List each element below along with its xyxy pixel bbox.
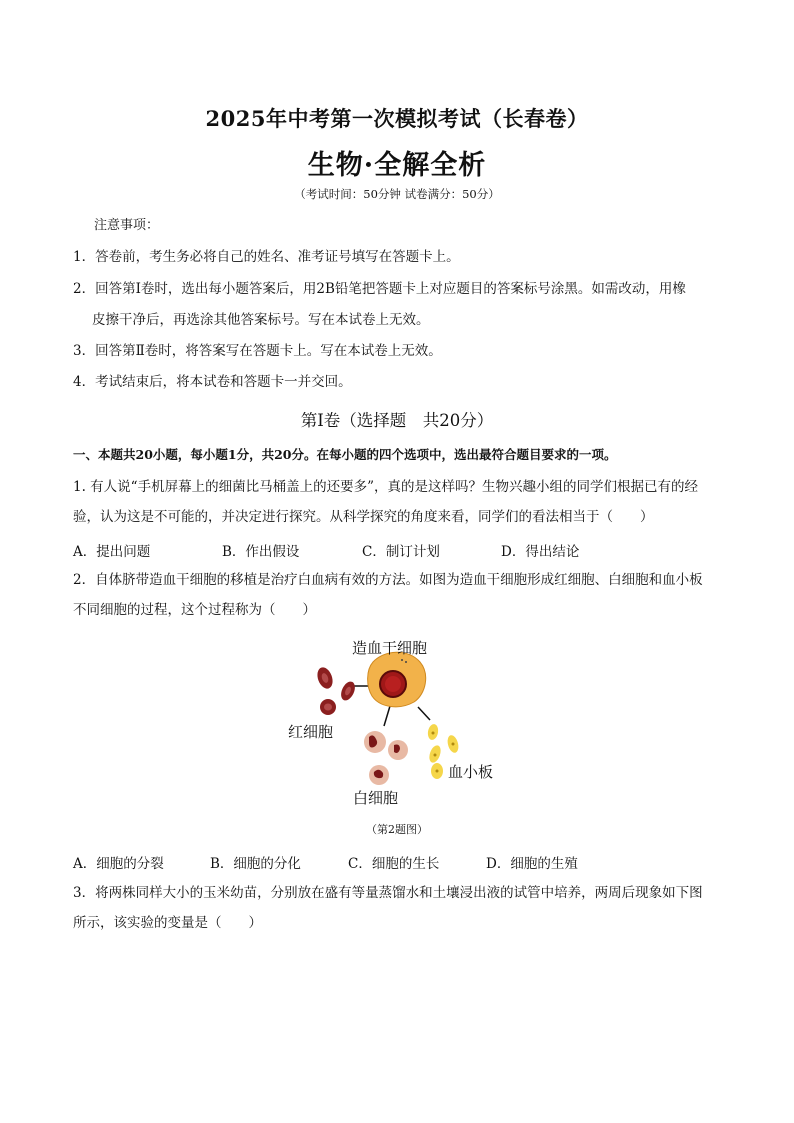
question-2-line: 不同细胞的过程，这个过程称为（ ）	[73, 602, 316, 618]
label-stem-cell: 造血干细胞	[352, 639, 428, 657]
figure-caption: （第2题图）	[366, 823, 428, 836]
platelet-icon	[431, 763, 443, 779]
blood-cell-differentiation-figure	[280, 632, 520, 812]
notes-heading: 注意事项：	[94, 218, 160, 233]
red-blood-cell-icon	[338, 679, 357, 702]
exam-title: 2025年中考第一次模拟考试（长春卷）	[205, 106, 589, 131]
note-item: 2．回答第Ⅰ卷时，选出每小题答案后，用2B铅笔把答题卡上对应题目的答案标号涂黑。如需改动，用橡	[73, 281, 686, 297]
question-2-option-a: A．细胞的分裂	[73, 856, 164, 872]
platelet-icon	[427, 723, 440, 740]
white-blood-cell-icon	[388, 740, 408, 760]
note-item: 1．答卷前，考生务必将自己的姓名、准考证号填写在答题卡上。	[73, 249, 460, 265]
note-item: 4．考试结束后，将本试卷和答题卡一并交回。	[73, 374, 352, 390]
question-3-line: 所示，该实验的变量是（ ）	[73, 915, 262, 931]
platelet-icon	[427, 744, 443, 764]
label-red-cell: 红细胞	[288, 723, 334, 741]
note-item-continued: 皮擦干净后，再选涂其他答案标号。写在本试卷上无效。	[92, 312, 430, 328]
question-1-option-c: C．制订计划	[362, 544, 440, 560]
label-white-cell: 白细胞	[353, 789, 399, 807]
question-1-line: 验，认为这是不可能的，并决定进行探究。从科学探究的角度来看，同学们的看法相当于（ ）	[73, 509, 654, 525]
connector-line	[384, 706, 390, 726]
white-blood-cell-icon	[364, 731, 386, 753]
platelet-icon	[446, 734, 460, 754]
connector-line	[418, 707, 430, 720]
section-title: 第Ⅰ卷（选择题 共20分）	[300, 411, 494, 430]
question-2-option-d: D．细胞的生殖	[486, 856, 578, 872]
white-blood-cell-icon	[369, 765, 389, 785]
label-platelet: 血小板	[448, 763, 494, 781]
red-blood-cell-icon	[320, 699, 336, 715]
question-1-option-d: D．得出结论	[501, 544, 580, 560]
question-1-option-a: A．提出问题	[73, 544, 151, 560]
note-item: 3．回答第Ⅱ卷时，将答案写在答题卡上。写在本试卷上无效。	[73, 343, 442, 359]
question-2-option-c: C．细胞的生长	[348, 856, 440, 872]
exam-info: （考试时间：50分钟 试卷满分：50分）	[294, 187, 500, 201]
subject-title: 生物·全解全析	[307, 150, 487, 181]
section-instruction: 一、本题共20小题，每小题1分，共20分。在每小题的四个选项中，选出最符合题目要求的一项。	[73, 447, 617, 462]
question-1-option-b: B．作出假设	[222, 544, 300, 560]
question-2-option-b: B．细胞的分化	[210, 856, 301, 872]
stem-cell-icon	[368, 652, 426, 707]
red-blood-cell-icon	[315, 665, 336, 690]
question-2-line: 2．自体脐带造血干细胞的移植是治疗白血病有效的方法。如图为造血干细胞形成红细胞、白细胞和血小板	[73, 572, 703, 588]
question-3-line: 3．将两株同样大小的玉米幼苗，分别放在盛有等量蒸馏水和土壤浸出液的试管中培养，两周后现象如下图	[73, 885, 703, 901]
question-1-line: 1. 有人说“手机屏幕上的细菌比马桶盖上的还要多”，真的是这样吗？生物兴趣小组的同学们根据已有的经	[73, 479, 698, 495]
